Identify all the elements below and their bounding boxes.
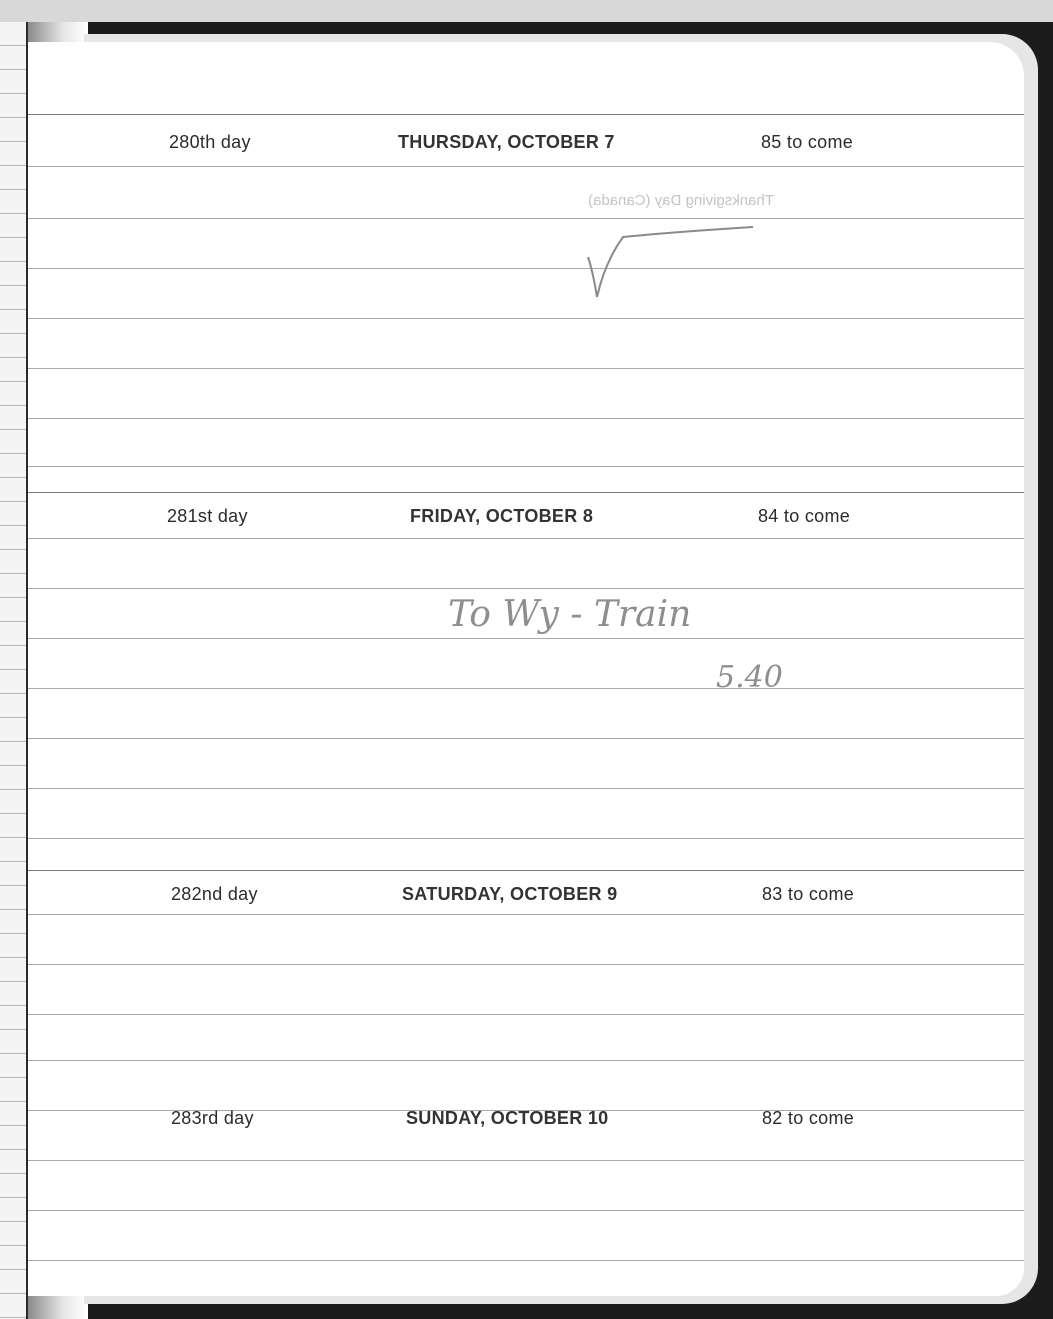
ruled-line [28,466,1024,467]
ruled-line [28,688,1024,689]
diary-page [28,42,1024,1296]
ruled-line [28,318,1024,319]
ruled-line [28,114,1024,115]
ruled-line [28,638,1024,639]
entry-date-3: SATURDAY, OCTOBER 9 [402,884,618,904]
day-count-2: 281st day [167,506,248,526]
entry-date-4: SUNDAY, OCTOBER 10 [406,1108,609,1128]
ruled-line [28,492,1024,493]
ruled-line [28,788,1024,789]
handwritten-note-line1: To Wy - Train [448,594,692,635]
days-remaining-3: 83 to come [762,884,855,904]
previous-page-edge [0,22,28,1319]
bleed-through-text: Thanksgiving Day (Canada) [588,192,774,209]
scan-border [0,0,1053,22]
day-count-1: 280th day [169,132,251,152]
entry-date-1: THURSDAY, OCTOBER 7 [398,132,615,152]
ruled-line [28,1210,1024,1211]
days-remaining-4: 82 to come [762,1108,855,1128]
ruled-line [28,870,1024,871]
ruled-line [28,368,1024,369]
ruled-line [28,838,1024,839]
check-mark [583,222,763,302]
ruled-line [28,1160,1024,1161]
ruled-line [28,418,1024,419]
entry-date-2: FRIDAY, OCTOBER 8 [410,506,594,526]
ruled-line [28,964,1024,965]
ruled-line [28,738,1024,739]
ruled-line [28,268,1024,269]
days-remaining-1: 85 to come [761,132,854,152]
days-remaining-2: 84 to come [758,506,851,526]
ruled-line [28,218,1024,219]
ruled-line [28,1260,1024,1261]
day-count-3: 282nd day [171,884,258,904]
day-count-4: 283rd day [171,1108,254,1128]
ruled-line [28,914,1024,915]
ruled-line [28,1014,1024,1015]
ruled-line [28,538,1024,539]
ruled-line [28,588,1024,589]
ruled-line [28,1060,1024,1061]
handwritten-note-line2: 5.40 [716,660,783,695]
ruled-line [28,166,1024,167]
